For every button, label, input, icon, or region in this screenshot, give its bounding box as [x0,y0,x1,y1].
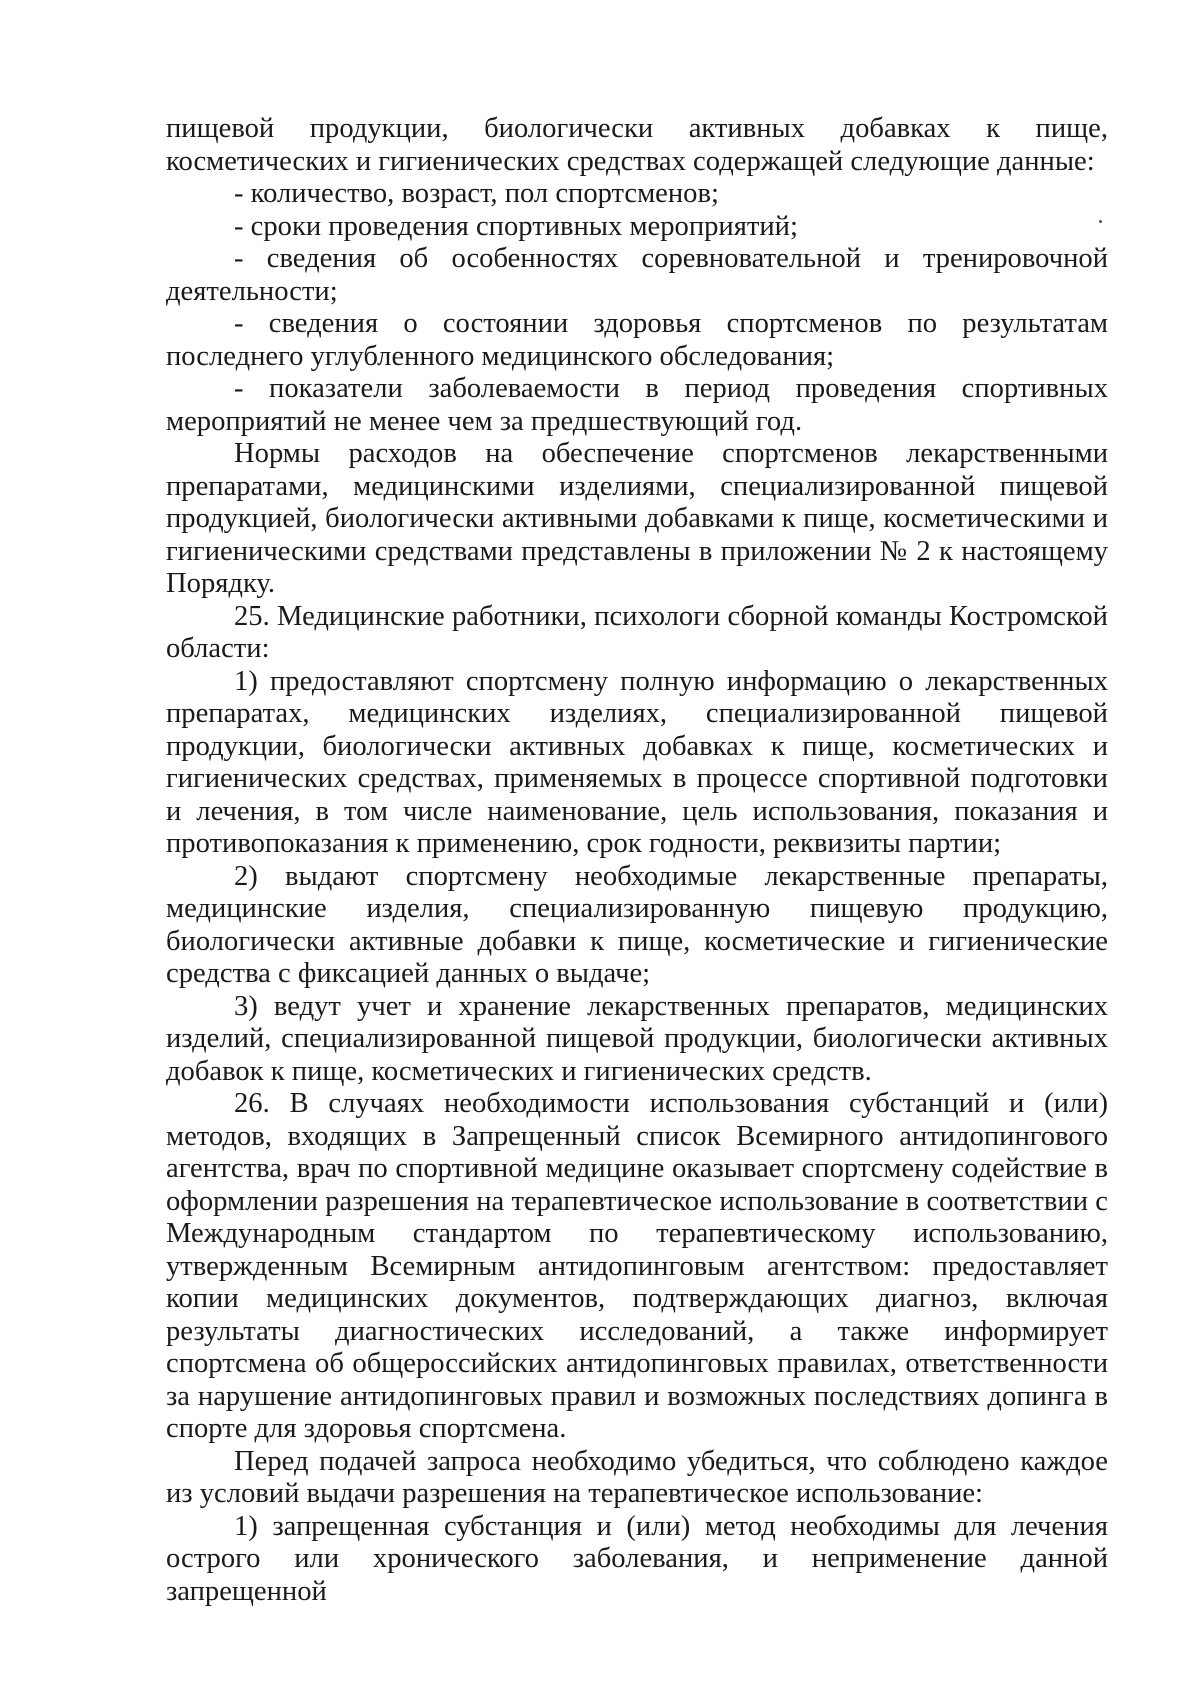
paragraph-continuation: пищевой продукции, биологически активных добавках к пище, косметических и гигиенических средствах содержащей следующие данные: [166,113,1108,177]
section-25-item-2: 2) выдают спортсмену необходимые лекарственные препараты, медицинские изделия, специализированную пищевую продукцию, биологически активные добавки к пище, косметические и гигиенические средства с фиксацией данных о выдаче; [166,860,1108,989]
section-25-item-3: 3) ведут учет и хранение лекарственных препаратов, медицинских изделий, специализированной пищевой продукции, биологически активных добавок к пище, косметических и гигиенических средств. [166,990,1108,1087]
section-26: 26. В случаях необходимости использования субстанций и (или) методов, входящих в Запрещенный список Всемирного антидопингового агентства, врач по спортивной медицине оказывает спортсмену содействие в оформлении разрешения на терапевтическое использование в соответствии с Международным стандартом по терапевтическому использованию, утвержденным Всемирным антидопинговым агентством: предоставляет копии медицинских документов, подтверждающих диагноз, включая результаты диагностических исследований, а также информирует спортсмена об общероссийских антидопинговых правилах, ответственности за нарушение антидопинговых правил и возможных последствиях допинга в спорте для здоровья спортсмена. [166,1088,1108,1444]
condition-item-1: 1) запрещенная субстанция и (или) метод необходимы для лечения острого или хронического заболевания, и неприменение данной запрещенной [166,1510,1108,1607]
section-25-item-1: 1) предоставляют спортсмену полную информацию о лекарственных препаратах, медицинских изделиях, специализированной пищевой продукции, биологически активных добавках к пище, косметических и гигиенических средствах, применяемых в процессе спортивной подготовки и лечения, в том числе наименование, цель использования, показания и противопоказания к применению, срок годности, реквизиты партии; [166,665,1108,859]
document-body [166,113,1108,1608]
section-25-heading: 25. Медицинские работники, психологи сборной команды Костромской области: [166,600,1108,664]
list-item-morbidity: - показатели заболеваемости в период проведения спортивных мероприятий не менее чем за предшествующий год. [166,373,1108,437]
list-item-event-dates: - сроки проведения спортивных мероприятий; [234,210,798,242]
paragraph-request-conditions: Перед подачей запроса необходимо убедиться, что соблюдено каждое из условий выдачи разрешения на терапевтическое использование: [166,1445,1108,1509]
list-item-competition-info: - сведения об особенностях соревновательной и тренировочной деятельности; [166,243,1108,307]
list-item-health-status: - сведения о состоянии здоровья спортсменов по результатам последнего углубленного медицинского обследования; [166,308,1108,372]
list-item-athletes-count: - количество, возраст, пол спортсменов; [234,178,719,209]
scan-speck [1099,220,1102,223]
paragraph-norms: Нормы расходов на обеспечение спортсменов лекарственными препаратами, медицинскими изделиями, специализированной пищевой продукцией, биологически активными добавками к пище, косметическими и гигиеническими средствами представлены в приложении № 2 к настоящему Порядку. [166,438,1108,599]
